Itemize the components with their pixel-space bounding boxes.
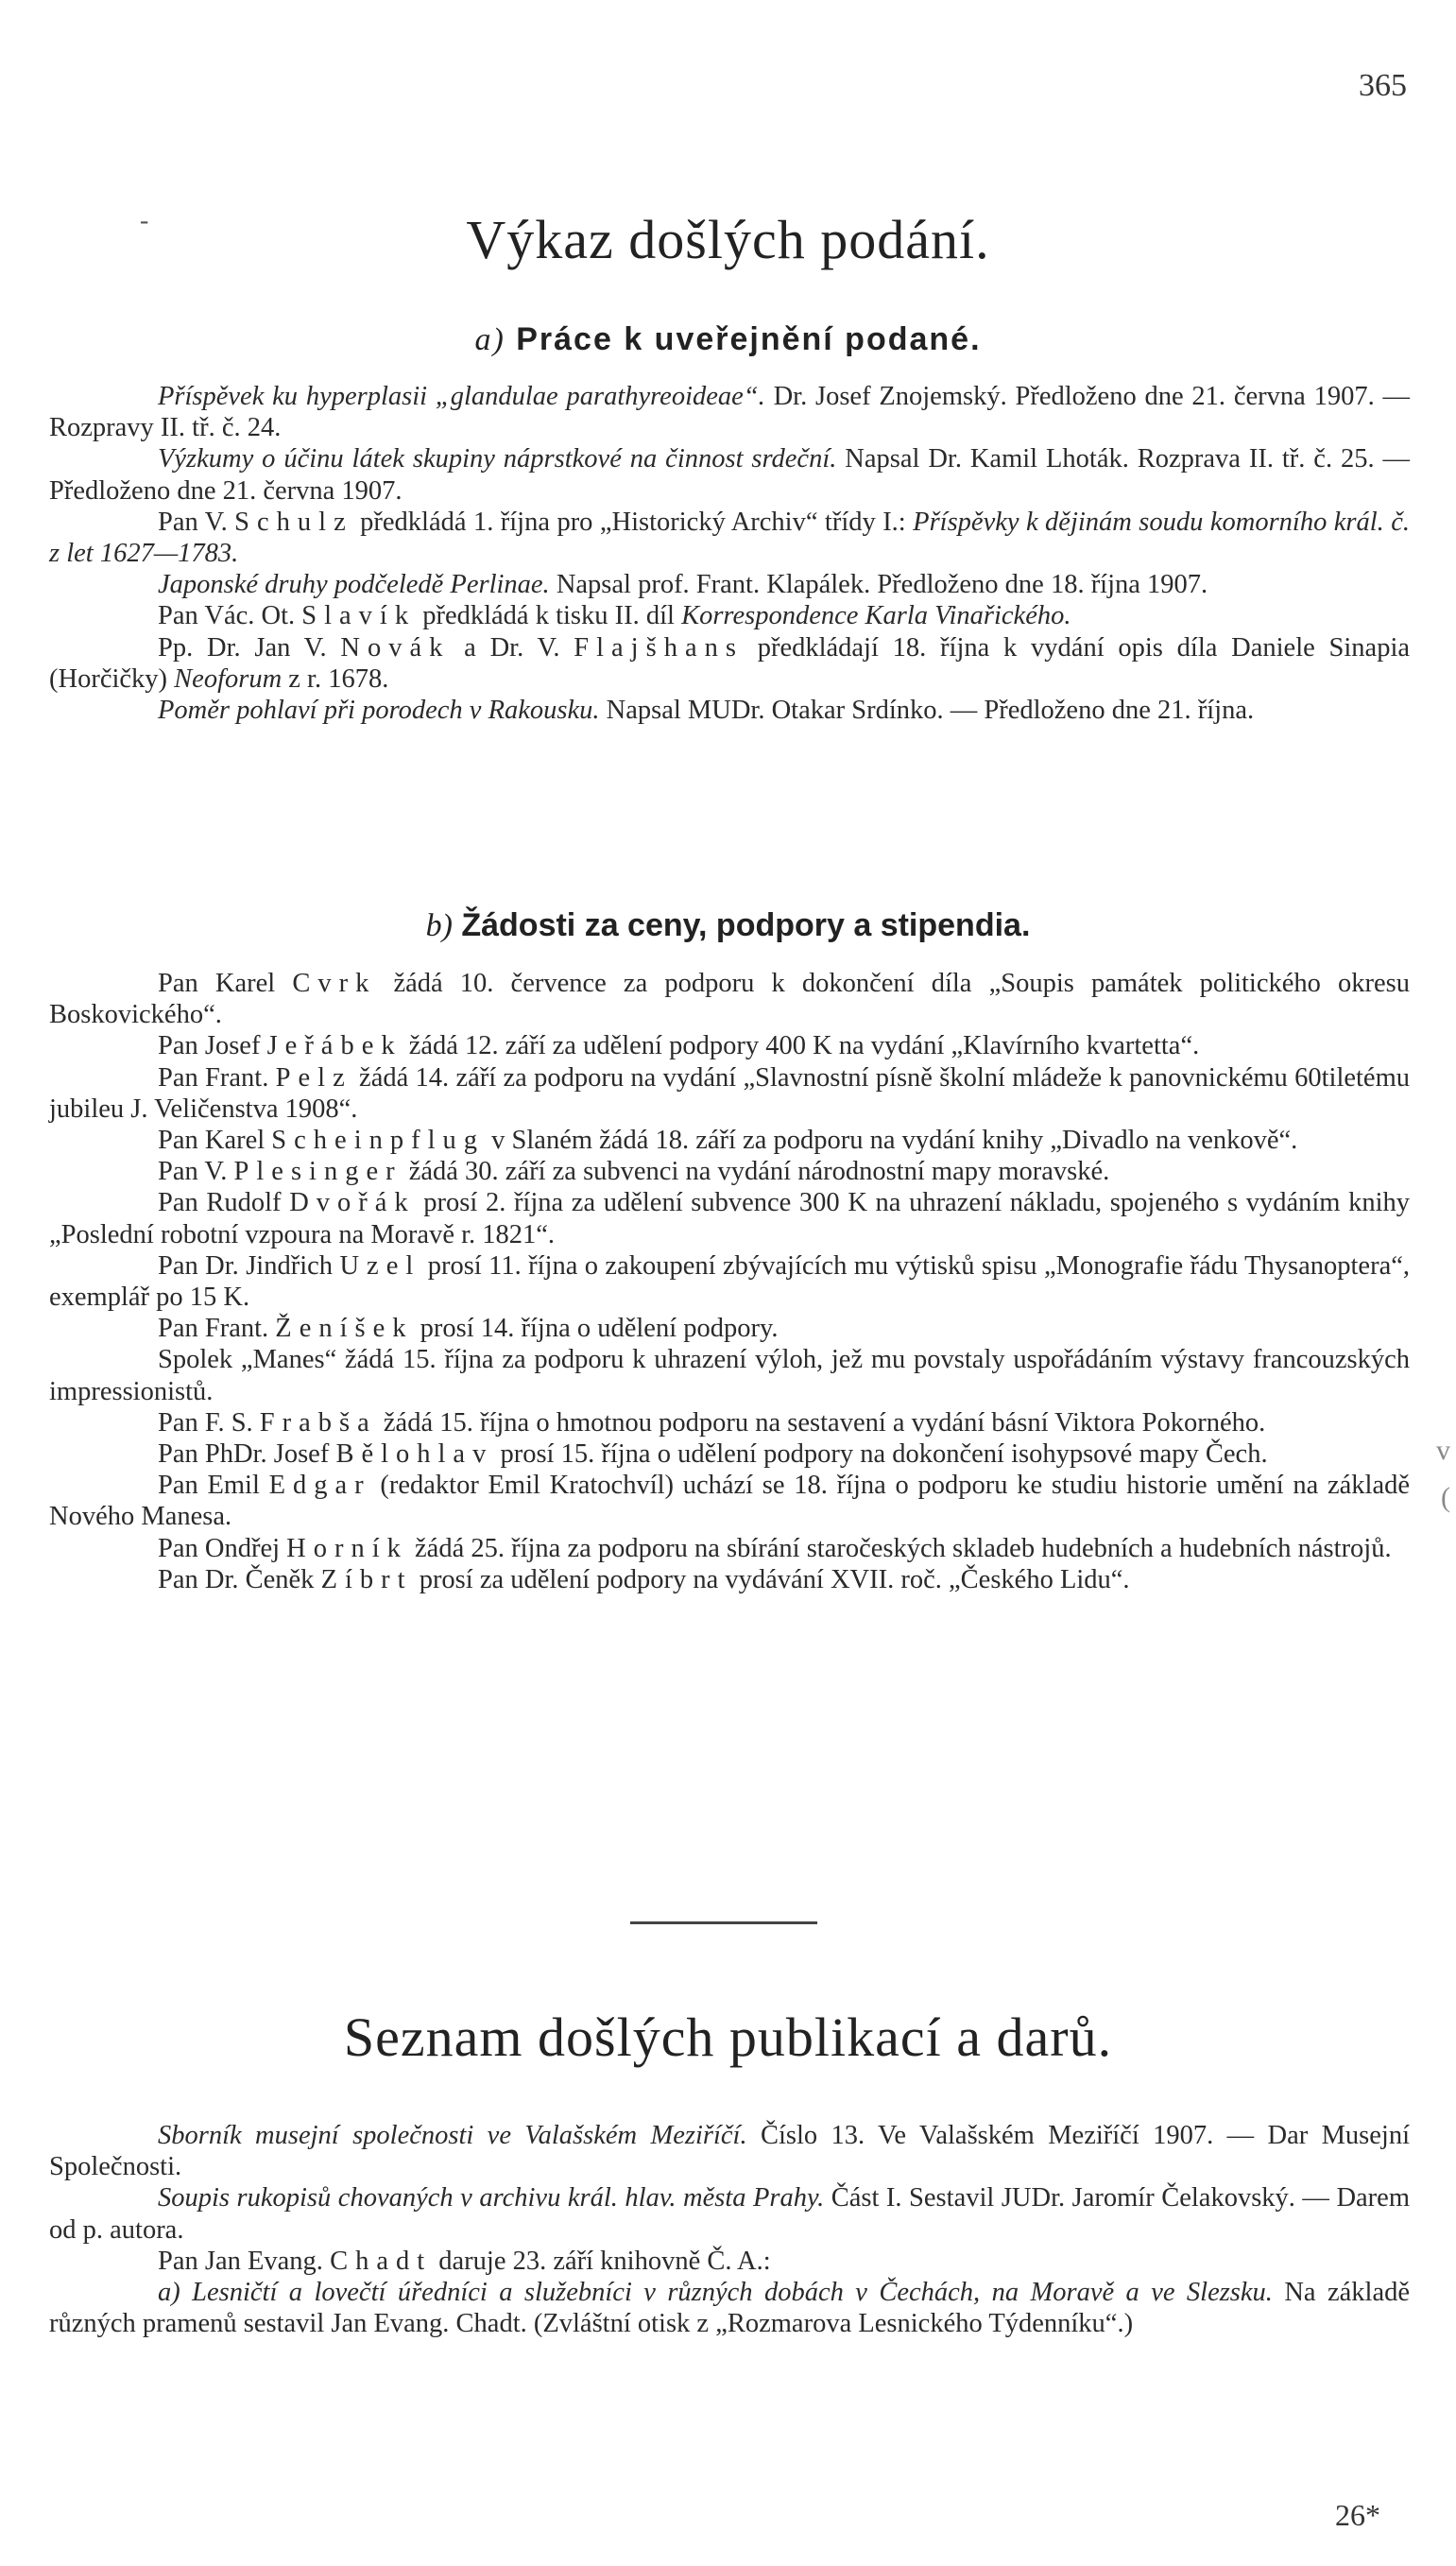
entry-person: Jeřábek xyxy=(266,1031,403,1061)
entry-text: Pan Frant. xyxy=(158,1062,276,1093)
entry-title: Korrespondence Karla Vinařického. xyxy=(681,601,1071,631)
entry-text: a Dr. V. xyxy=(450,632,574,663)
entry-title: Sborník musejní společnosti ve Valašském Meziříčí. xyxy=(158,2121,747,2150)
entry-text: Pan Karel xyxy=(158,1126,272,1156)
entry-person: Bělohlav xyxy=(335,1439,494,1470)
entry-person: Uzel xyxy=(339,1250,421,1281)
entry-person: Cvrk xyxy=(292,969,377,998)
entry-text: Pan Emil xyxy=(158,1471,269,1501)
entry-text: Na základě různých pramenů sestavil Jan Evang. Chadt. (Zvláštní otisk z „Rozmarova Lesnického Týdenníku“.) xyxy=(49,2278,1411,2339)
entry-text: Pan V. xyxy=(158,1157,234,1187)
list-item xyxy=(49,1313,1410,1344)
list-item xyxy=(49,381,1410,443)
entry-title: Příspěvek ku hyperplasii „glandulae parathyreoideae“. xyxy=(158,382,765,411)
entry-text: Napsal MUDr. Otakar Srdínko. — Předloženo dne 21. října. xyxy=(599,696,1255,726)
entry-person: Frabša xyxy=(259,1407,377,1438)
section-a-title: Práce k uveřejnění podané. xyxy=(516,321,982,357)
entry-text: žádá 14. září za podporu na vydání „Slavnostní písně školní mládeže k panovnickému 60tiletému jubileu J. Veličenstva 1908“. xyxy=(49,1062,1410,1124)
title-publications: Seznam došlých publikací a darů. xyxy=(343,2006,1113,2068)
entry-person: Schulz xyxy=(234,507,353,537)
entry-text: Pan Ondřej xyxy=(158,1533,287,1563)
page-number: 365 xyxy=(1359,68,1407,103)
stray-mark: - xyxy=(140,206,149,235)
entry-text: Napsal Dr. Kamil Lhoták. Rozprava II. tř. č. 25. — Předloženo dne 21. června 1907. xyxy=(49,444,1411,506)
entry-text: prosí 11. října o zakoupení zbývajících mu výtisků spisu „Monografie řádu Thysanoptera“, exemplář po 15 K. xyxy=(49,1250,1410,1313)
entry-text: daruje 23. září knihovně Č. A.: xyxy=(432,2246,771,2276)
section-b-letter: b) xyxy=(425,908,453,943)
entry-person: Flajšhans xyxy=(574,632,744,663)
entry-title: Příspěvky k dějinám soudu komorního král. č. z let 1627—1783. xyxy=(49,507,1411,569)
entry-title: Poměr pohlaví při porodech v Rakousku. xyxy=(158,696,600,726)
section-b-title: Žádosti za ceny, podpory a stipendia. xyxy=(461,907,1031,943)
entry-person: Ženíšek xyxy=(275,1314,414,1344)
section-a-letter: a) xyxy=(474,322,505,357)
entry-text: předkládá k tisku II. díl xyxy=(416,601,682,631)
entry-text: Pan Vác. Ot. xyxy=(158,601,302,631)
entry-text: prosí za udělení podpory na vydávání XVII. roč. „Českého Lidu“. xyxy=(412,1564,1130,1594)
list-item xyxy=(49,2277,1410,2339)
entry-person: Pelz xyxy=(275,1062,352,1093)
entry-text: Číslo 13. Ve Valašském Meziříčí 1907. — Dar Musejní Společnosti. xyxy=(49,2121,1411,2182)
entry-person: Zíbrt xyxy=(320,1564,413,1594)
entry-text: Pan Frant. xyxy=(158,1314,276,1344)
entry-person: Edgar xyxy=(268,1471,371,1501)
entry-person: Chadt xyxy=(330,2246,433,2276)
entry-text: z r. 1678. xyxy=(282,663,389,694)
list-item xyxy=(49,2182,1410,2245)
entry-text: prosí 2. října za udělení subvence 300 K na uhrazení nákladu, spojeného s vydáním knihy „Poslední robotní vzpoura na Moravě r. 1821“. xyxy=(49,1188,1410,1249)
section-divider xyxy=(630,1921,817,1924)
list-item xyxy=(49,443,1410,506)
entry-text: Napsal prof. Frant. Klapálek. Předloženo dne 18. října 1907. xyxy=(549,570,1208,600)
list-item xyxy=(49,1407,1410,1438)
signature-mark: 26* xyxy=(1335,2498,1380,2532)
list-item xyxy=(49,1156,1410,1187)
list-item xyxy=(49,1438,1410,1470)
entry-text: Část I. Sestavil JUDr. Jaromír Čelakovský. — Darem od p. autora. xyxy=(49,2183,1410,2245)
entry-text: předkládá 1. října pro „Historický Archiv“ třídy I.: xyxy=(352,507,914,537)
section-a-list xyxy=(49,381,1410,726)
entry-text: předkládají 18. října k vydání opis díla Daniele Sinapia (Horčičky) xyxy=(49,632,1411,694)
entry-text: Pan V. xyxy=(158,507,235,537)
list-item xyxy=(49,968,1410,1030)
section-b-heading xyxy=(0,907,1456,944)
entry-title: Výzkumy o účinu látek skupiny náprstkové na činnost srdeční. xyxy=(158,444,837,474)
entry-text: žádá 25. října za podporu na sbírání staročeských skladeb hudebních a hudebních nástrojů. xyxy=(407,1533,1392,1563)
margin-mark: v xyxy=(1436,1435,1450,1466)
list-item xyxy=(49,507,1410,569)
entry-text: Pan Josef xyxy=(158,1031,267,1061)
entry-text: Pp. Dr. Jan V. xyxy=(158,632,341,663)
entry-text: Pan Dr. Jindřich xyxy=(158,1250,340,1281)
list-item xyxy=(49,1564,1410,1595)
list-item xyxy=(49,1125,1410,1156)
entry-title: Soupis rukopisů chovaných v archivu král. hlav. města Prahy. xyxy=(158,2183,825,2213)
entry-text: Pan Jan Evang. xyxy=(158,2246,331,2276)
list-item xyxy=(49,1187,1410,1249)
list-item xyxy=(49,2120,1410,2182)
entry-person: Novák xyxy=(340,632,451,663)
entry-text: (redaktor Emil Kratochvíl) uchází se 18. října o podporu ke studiu historie umění na základě Nového Manesa. xyxy=(49,1471,1410,1532)
entry-text: žádá 15. října o hmotnou podporu na sestavení a vydání básní Viktora Pokorného. xyxy=(376,1407,1266,1438)
section-b-list xyxy=(49,968,1410,1595)
entry-text: žádá 15. října za podporu k uhrazení výloh, jež mu povstaly uspořádáním výstavy francouzských impressionistů. xyxy=(49,1345,1410,1406)
margin-mark: ( xyxy=(1441,1482,1450,1513)
list-item xyxy=(49,600,1410,631)
entry-text: žádá 12. září za udělení podpory 400 K na vydání „Klavírního kvartetta“. xyxy=(402,1031,1200,1061)
section-a-heading xyxy=(0,321,1456,358)
entry-person: Plesinger xyxy=(233,1157,403,1187)
entry-text: prosí 14. října o udělení podpory. xyxy=(413,1314,779,1344)
entry-text: prosí 15. října o udělení podpory na dokončení isohypsové mapy Čech. xyxy=(493,1439,1268,1470)
entry-text: Spolek „Manes“ xyxy=(158,1345,337,1375)
list-item xyxy=(49,569,1410,600)
list-item xyxy=(49,1250,1410,1313)
entry-person: Scheinpflug xyxy=(271,1126,486,1156)
entry-person: Dvořák xyxy=(289,1188,416,1218)
entry-text: Pan Rudolf xyxy=(158,1188,290,1218)
list-item xyxy=(49,1062,1410,1125)
entry-text: v Slaném žádá 18. září za podporu na vydání knihy „Divadlo na venkově“. xyxy=(485,1126,1298,1156)
list-item xyxy=(49,1030,1410,1061)
list-item xyxy=(49,2246,1410,2277)
entry-person: Slavík xyxy=(301,601,417,631)
entry-text: žádá 10. července za podporu k dokončení díla „Soupis památek politického okresu Boskovického“. xyxy=(49,969,1410,1030)
entry-text: Pan Dr. Čeněk xyxy=(158,1564,321,1594)
publications-list xyxy=(49,2120,1410,2339)
entry-title: Neoforum xyxy=(174,663,283,694)
entry-text: žádá 30. září za subvenci na vydání národnostní mapy moravské. xyxy=(402,1157,1110,1187)
list-item xyxy=(49,1533,1410,1564)
entry-text: Pan Karel xyxy=(158,969,293,998)
title-reports: Výkaz došlých podání. xyxy=(466,209,990,270)
entry-title: Japonské druhy podčeledě Perlinae. xyxy=(158,570,550,600)
entry-person: Horník xyxy=(286,1533,408,1563)
entry-text: Pan F. S. xyxy=(158,1407,260,1438)
list-item xyxy=(49,1344,1410,1406)
list-item xyxy=(49,632,1410,695)
list-item xyxy=(49,695,1410,726)
list-item xyxy=(49,1470,1410,1532)
entry-text: Dr. Josef Znojemský. Předloženo dne 21. června 1907. — Rozpravy II. tř. č. 24. xyxy=(49,382,1410,443)
entry-title: a) Lesničtí a lovečtí úředníci a služebníci v různých dobách v Čechách, na Moravě a ve Slezsku. xyxy=(158,2278,1273,2308)
entry-text: Pan PhDr. Josef xyxy=(158,1439,336,1470)
